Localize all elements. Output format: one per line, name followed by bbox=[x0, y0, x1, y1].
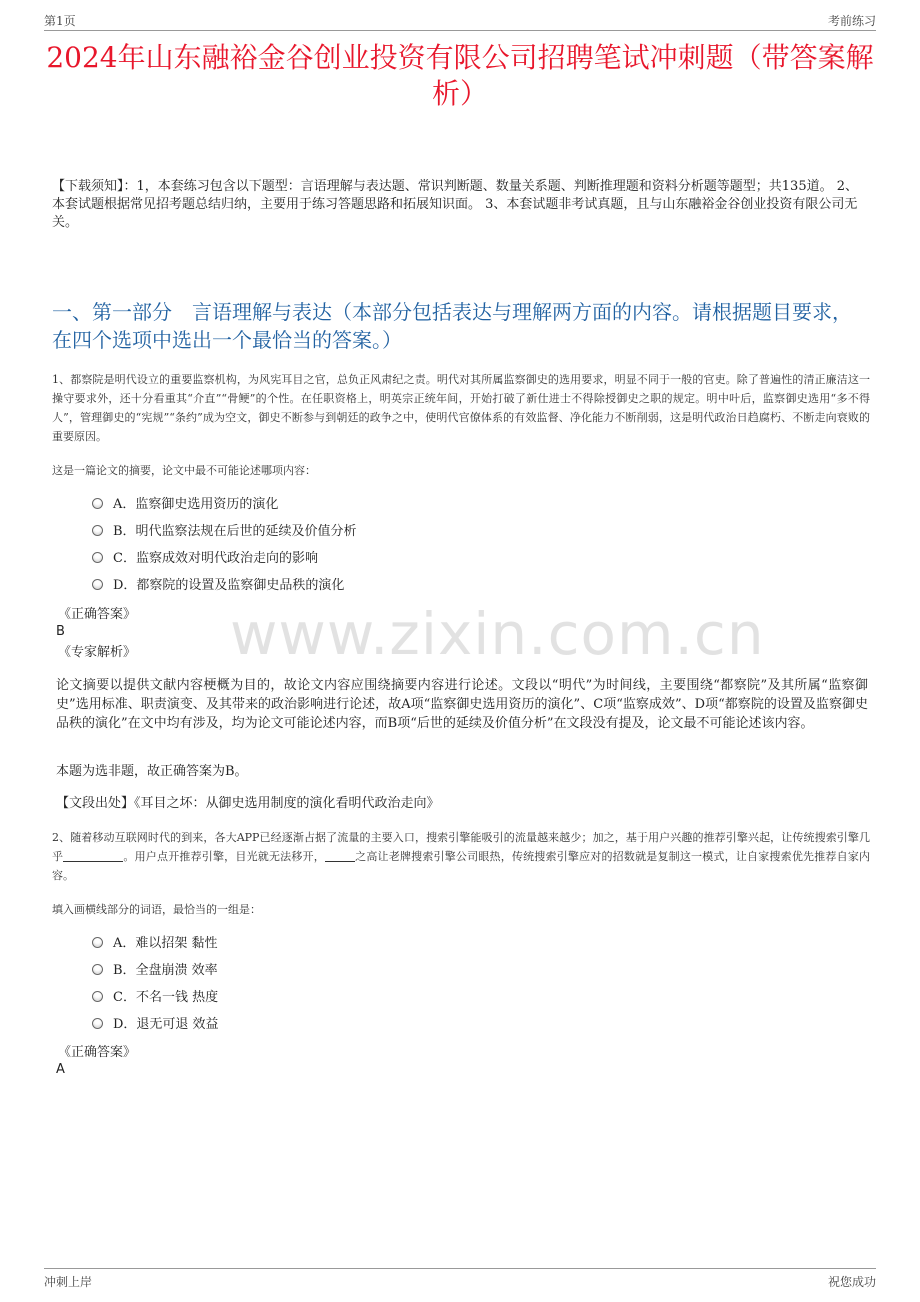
watermark: www.zixin.com.cn bbox=[230, 600, 765, 668]
page-header bbox=[44, 12, 876, 31]
q1-source: 【文段出处】《耳目之坏：从御史选用制度的演化看明代政治走向》 bbox=[56, 796, 440, 811]
q2-stem: 2、随着移动互联网时代的到来，各大APP已经逐渐占据了流量的主要入口，搜索引擎能吸引的流量越来越少；加之，基于用户兴趣的推荐引擎兴起，让传统搜索引擎几乎 。用户点开推荐引擎，目光就无法移开， 之高让老牌搜索引擎公司眼热，传统搜索引擎应对的招数就是复制这一模式，让自家搜索优先推荐自家内容。 bbox=[52, 831, 871, 882]
footer-left: 冲刺上岸 bbox=[44, 1275, 93, 1289]
download-notice: 【下载须知】：1，本套练习包含以下题型：言语理解与表达题、常识判断题、数量关系题、判断推理题和资料分析题等题型；共135道。 2、本套试题根据常见招考题总结归纳，主要用于练习答题思路和拓展知识面。 3、本套试题非考试真题，且与山东融裕金谷创业投资有限公司无关。 bbox=[52, 179, 858, 230]
q2-answer-label: 《正确答案》 bbox=[58, 1045, 137, 1060]
document-title: 2024年山东融裕金谷创业投资有限公司招聘笔试冲刺题（带答案解析） bbox=[46, 41, 874, 110]
blank-2 bbox=[325, 849, 355, 862]
q2-option-a[interactable]: A．难以招架 黏性 bbox=[92, 935, 218, 953]
q1-answer-label: 《正确答案》 bbox=[58, 607, 137, 622]
radio-icon[interactable] bbox=[92, 552, 103, 563]
radio-icon[interactable] bbox=[92, 964, 103, 975]
q1-option-c[interactable]: C．监察成效对明代政治走向的影响 bbox=[92, 550, 318, 568]
q2-option-b[interactable]: B．全盘崩溃 效率 bbox=[92, 962, 218, 980]
q1-option-b[interactable]: B．明代监察法规在后世的延续及价值分析 bbox=[92, 523, 357, 541]
radio-icon[interactable] bbox=[92, 579, 103, 590]
q1-answer: B bbox=[56, 624, 65, 639]
q1-option-a[interactable]: A．监察御史选用资历的演化 bbox=[92, 496, 278, 514]
q2-option-c[interactable]: C．不名一钱 热度 bbox=[92, 989, 218, 1007]
page-footer bbox=[44, 1268, 876, 1289]
q1-option-d[interactable]: D．都察院的设置及监察御史品秩的演化 bbox=[92, 577, 344, 595]
q1-stem: 1、都察院是明代设立的重要监察机构，为风宪耳目之官，总负正风肃纪之责。明代对其所属监察御史的选用要求，明显不同于一般的官吏。除了普遍性的清正廉洁这一操守要求外，还十分看重其“介直”“骨鲠”的个性。在任职资格上，明英宗正统年间，开始打破了新仕进士不得除授御史之职的规定。明中叶后，监察御史选用“多不得人”，管理御史的“宪规”“条约”成为空文，御史不断参与到朝廷的政争之中，使明代官僚体系的有效监督、净化能力不断削弱，这是明代政治日趋腐朽、不断走向衰败的重要原因。 bbox=[52, 373, 870, 443]
blank-1 bbox=[63, 849, 123, 862]
q2-option-d[interactable]: D．退无可退 效益 bbox=[92, 1016, 219, 1034]
radio-icon[interactable] bbox=[92, 937, 103, 948]
header-tag: 考前练习 bbox=[827, 14, 876, 28]
q1-conclusion: 本题为选非题，故正确答案为B。 bbox=[56, 764, 248, 779]
q1-analysis-label: 《专家解析》 bbox=[58, 645, 137, 660]
radio-icon[interactable] bbox=[92, 991, 103, 1002]
q2-answer: A bbox=[56, 1062, 65, 1077]
q2-question: 填入画横线部分的词语，最恰当的一组是： bbox=[52, 903, 261, 916]
page-number: 第1页 bbox=[44, 14, 76, 28]
radio-icon[interactable] bbox=[92, 1018, 103, 1029]
radio-icon[interactable] bbox=[92, 525, 103, 536]
radio-icon[interactable] bbox=[92, 498, 103, 509]
q1-question: 这是一篇论文的摘要，论文中最不可能论述哪项内容： bbox=[52, 464, 316, 477]
q1-analysis: 论文摘要以提供文献内容梗概为目的，故论文内容应围绕摘要内容进行论述。文段以“明代”为时间线，主要围绕“都察院”及其所属“监察御史”选用标准、职责演变、及其带来的政治影响进行论述，故A项“监察御史选用资历的演化”、C项“监察成效”、D项“都察院的设置及监察御史品秩的演化”在文中均有涉及，均为论文可能论述内容，而B项“后世的延续及价值分析”在文段没有提及，论文最不可能论述该内容。 bbox=[56, 678, 868, 731]
section-heading: 一、第一部分 言语理解与表达（本部分包括表达与理解两方面的内容。请根据题目要求，在四个选项中选出一个最恰当的答案。） bbox=[52, 300, 852, 352]
footer-right: 祝您成功 bbox=[827, 1275, 876, 1289]
